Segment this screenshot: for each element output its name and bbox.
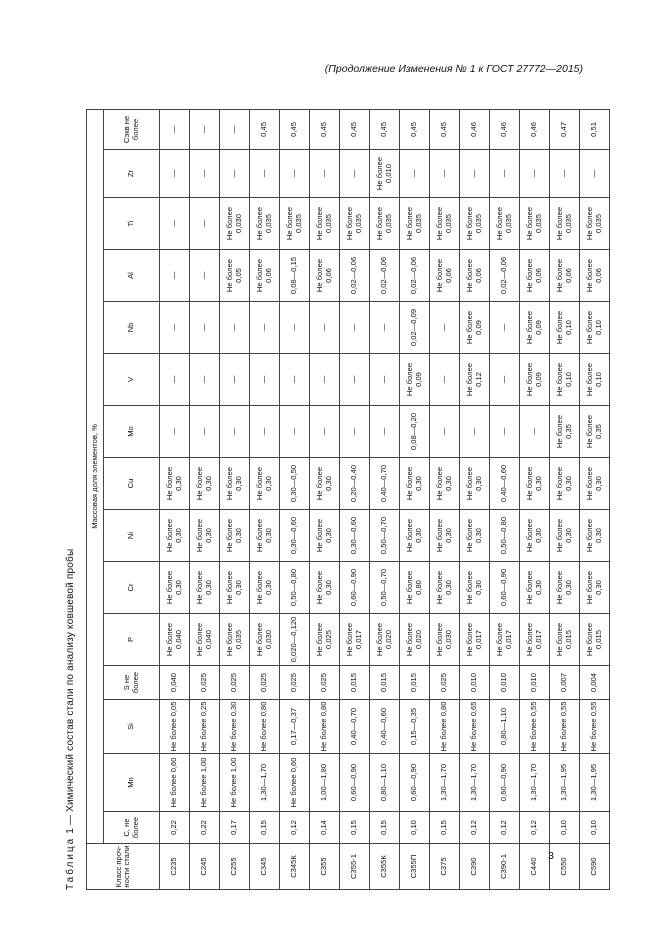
- table-cell: —: [310, 150, 340, 198]
- table-cell: —: [220, 302, 250, 354]
- table-row: [460, 109, 490, 889]
- table-cell: 0,10: [580, 812, 610, 844]
- table-cell: 1,30—1,70: [520, 754, 550, 812]
- table-row: [160, 109, 190, 889]
- class-header: Класс проч-ности стали: [87, 844, 160, 890]
- table-cell: 0,80—1,10: [370, 754, 400, 812]
- table-cell: —: [340, 302, 370, 354]
- table-cell: Не более 0,30: [580, 562, 610, 614]
- table-cell: —: [490, 302, 520, 354]
- table-cell: —: [310, 406, 340, 458]
- table-cell: Не более 0,06: [520, 250, 550, 302]
- table-row: [370, 109, 400, 889]
- steel-class-cell: С245: [190, 844, 220, 890]
- table-cell: —: [490, 354, 520, 406]
- table-cell: Не более 0,35: [550, 406, 580, 458]
- table-cell: 0,46: [490, 109, 520, 149]
- table-cell: 0,45: [430, 109, 460, 149]
- table-cell: Не более 0,30: [160, 510, 190, 562]
- table-cell: —: [310, 302, 340, 354]
- table-cell: Не более 0,10: [580, 302, 610, 354]
- table-cell: Не более 0,30: [190, 510, 220, 562]
- column-header: Cu: [104, 458, 160, 510]
- table-caption: [64, 110, 86, 890]
- table-cell: 1,30—1,70: [250, 754, 280, 812]
- steel-class-cell: С355К: [370, 844, 400, 890]
- table-cell: —: [250, 354, 280, 406]
- table-cell: Не более 0,017: [460, 614, 490, 666]
- table-row: [400, 109, 430, 889]
- table-cell: —: [190, 302, 220, 354]
- table-cell: Не более 0,06: [550, 250, 580, 302]
- table-cell: Не более 0,30: [580, 510, 610, 562]
- table-cell: 1,30—1,95: [580, 754, 610, 812]
- table-cell: —: [220, 354, 250, 406]
- table-cell: —: [340, 354, 370, 406]
- table-cell: 0,02—0,09: [400, 302, 430, 354]
- table-cell: —: [220, 406, 250, 458]
- table-cell: 0,15: [430, 812, 460, 844]
- table-cell: 0,30—0,60: [340, 510, 370, 562]
- table-cell: 0,40—0,70: [370, 458, 400, 510]
- table-cell: 0,007: [550, 666, 580, 700]
- rotated-table-block: [64, 110, 610, 890]
- table-cell: Не более 0,040: [190, 614, 220, 666]
- table-row: [340, 109, 370, 889]
- table-cell: 0,08—0,20: [400, 406, 430, 458]
- table-cell: 0,015: [370, 666, 400, 700]
- table-cell: 0,025: [310, 666, 340, 700]
- table-cell: Не более 0,030: [250, 614, 280, 666]
- table-cell: —: [430, 354, 460, 406]
- table-row: [280, 109, 310, 889]
- table-cell: Не более 0,60: [280, 754, 310, 812]
- table-cell: Не более 0,06: [460, 250, 490, 302]
- table-cell: —: [520, 406, 550, 458]
- column-header: V: [104, 354, 160, 406]
- table-cell: 0,45: [370, 109, 400, 149]
- table-cell: —: [160, 302, 190, 354]
- table-cell: 0,040: [160, 666, 190, 700]
- table-cell: 0,02—0,06: [400, 250, 430, 302]
- table-caption-label: Таблица: [65, 836, 76, 890]
- table-cell: Не более 0,10: [580, 354, 610, 406]
- table-cell: Не более 0,030: [220, 198, 250, 250]
- table-cell: Не более 0,30: [430, 458, 460, 510]
- table-cell: Не более 0,040: [160, 614, 190, 666]
- mass-fraction-header: Массовая доля элементов, %: [87, 109, 104, 843]
- table-cell: Не более 0,035: [370, 198, 400, 250]
- table-cell: Не более 0,035: [460, 198, 490, 250]
- table-cell: 0,60—0,90: [340, 562, 370, 614]
- table-cell: —: [190, 406, 220, 458]
- table-cell: Не более 0,017: [340, 614, 370, 666]
- column-header: Mn: [104, 754, 160, 812]
- table-cell: 0,08—0,15: [280, 250, 310, 302]
- table-cell: 0,45: [280, 109, 310, 149]
- steel-class-cell: С375: [430, 844, 460, 890]
- table-cell: 0,004: [580, 666, 610, 700]
- table-cell: Не более 0,017: [520, 614, 550, 666]
- table-cell: Не более 0,035: [580, 198, 610, 250]
- column-header: Сэкв не более: [104, 109, 160, 149]
- steel-class-cell: С355: [310, 844, 340, 890]
- table-cell: 0,14: [310, 812, 340, 844]
- table-cell: 0,30—0,50: [280, 458, 310, 510]
- table-cell: —: [460, 406, 490, 458]
- table-cell: Не более 0,80: [400, 562, 430, 614]
- table-cell: 0,15: [250, 812, 280, 844]
- table-cell: —: [370, 354, 400, 406]
- table-row: [520, 109, 550, 889]
- table-cell: —: [190, 198, 220, 250]
- table-cell: Не более 0,55: [580, 700, 610, 754]
- column-header: Si: [104, 700, 160, 754]
- table-cell: 0,50—0,80: [490, 510, 520, 562]
- column-header: Ni: [104, 510, 160, 562]
- table-cell: Не более 0,06: [430, 250, 460, 302]
- table-cell: Не более 0,30: [220, 700, 250, 754]
- table-cell: 0,02—0,06: [370, 250, 400, 302]
- table-cell: 0,15: [340, 812, 370, 844]
- table-row: [430, 109, 460, 889]
- table-cell: 0,015: [400, 666, 430, 700]
- table-cell: 0,025: [220, 666, 250, 700]
- table-cell: Не более 0,30: [520, 458, 550, 510]
- table-cell: Не более 0,035: [250, 198, 280, 250]
- table-cell: 0,22: [160, 812, 190, 844]
- table-cell: Не более 0,015: [550, 614, 580, 666]
- table-cell: 0,60—0,90: [490, 754, 520, 812]
- column-header: Mo: [104, 406, 160, 458]
- steel-class-cell: С255: [220, 844, 250, 890]
- table-cell: —: [430, 302, 460, 354]
- table-cell: Не более 0,035: [220, 614, 250, 666]
- column-header: Nb: [104, 302, 160, 354]
- table-cell: 0,12: [520, 812, 550, 844]
- table-cell: —: [190, 109, 220, 149]
- table-cell: 0,50—0,80: [280, 562, 310, 614]
- table-cell: 0,30—0,60: [280, 510, 310, 562]
- table-cell: 0,45: [340, 109, 370, 149]
- table-cell: Не более 0,05: [160, 700, 190, 754]
- table-cell: 0,010: [490, 666, 520, 700]
- table-cell: —: [280, 354, 310, 406]
- steel-class-cell: С235: [160, 844, 190, 890]
- table-cell: —: [160, 109, 190, 149]
- column-header: Cr: [104, 562, 160, 614]
- table-cell: 0,46: [520, 109, 550, 149]
- table-cell: Не более 0,12: [460, 354, 490, 406]
- table-cell: 1,00—1,80: [310, 754, 340, 812]
- table-cell: Не более 0,015: [580, 614, 610, 666]
- table-cell: Не более 0,035: [310, 198, 340, 250]
- table-caption-text: 1 — Химический состав стали по анализу ковшевой пробы: [65, 548, 76, 837]
- steel-class-cell: С355-1: [340, 844, 370, 890]
- table-cell: —: [340, 406, 370, 458]
- table-cell: —: [160, 354, 190, 406]
- table-cell: 0,025: [280, 666, 310, 700]
- chemical-composition-table: [86, 109, 610, 890]
- table-row: [550, 109, 580, 889]
- table-cell: 0,10: [550, 812, 580, 844]
- table-cell: Не более 0,30: [310, 458, 340, 510]
- table-cell: Не более 1,00: [190, 754, 220, 812]
- column-header: C, не более: [104, 812, 160, 844]
- table-cell: —: [490, 406, 520, 458]
- table-cell: —: [430, 150, 460, 198]
- table-cell: Не более 0,30: [160, 562, 190, 614]
- table-row: [220, 109, 250, 889]
- table-cell: 0,45: [310, 109, 340, 149]
- table-cell: Не более 0,30: [460, 562, 490, 614]
- table-cell: Не более 0,030: [430, 614, 460, 666]
- table-cell: —: [160, 150, 190, 198]
- table-cell: 1,30—1,70: [460, 754, 490, 812]
- table-cell: —: [250, 302, 280, 354]
- table-cell: 0,10: [400, 812, 430, 844]
- table-cell: Не более 0,55: [550, 700, 580, 754]
- table-row: [250, 109, 280, 889]
- table-cell: —: [190, 250, 220, 302]
- table-cell: —: [280, 150, 310, 198]
- table-cell: 0,45: [400, 109, 430, 149]
- table-cell: Не более 0,025: [310, 614, 340, 666]
- table-cell: Не более 0,020: [400, 614, 430, 666]
- table-cell: 0,60—0,90: [400, 754, 430, 812]
- table-cell: 0,02—0,06: [490, 250, 520, 302]
- table-cell: 0,12: [490, 812, 520, 844]
- table-cell: Не более 0,06: [310, 250, 340, 302]
- table-cell: Не более 0,30: [430, 562, 460, 614]
- table-cell: Не более 0,10: [550, 302, 580, 354]
- table-cell: 1,30—1,70: [430, 754, 460, 812]
- table-cell: Не более 0,55: [520, 700, 550, 754]
- column-header: Ti: [104, 198, 160, 250]
- table-cell: Не более 0,30: [220, 510, 250, 562]
- table-cell: 0,020—0,120: [280, 614, 310, 666]
- table-cell: 0,60—0,90: [340, 754, 370, 812]
- table-cell: 0,15: [370, 812, 400, 844]
- table-cell: 0,60—0,90: [490, 562, 520, 614]
- steel-class-cell: С440: [520, 844, 550, 890]
- table-cell: —: [160, 250, 190, 302]
- table-cell: Не более 0,035: [340, 198, 370, 250]
- table-cell: Не более 1,00: [220, 754, 250, 812]
- table-cell: Не более 0,09: [520, 302, 550, 354]
- table-cell: 0,40—0,60: [370, 700, 400, 754]
- steel-class-cell: С345: [250, 844, 280, 890]
- table-cell: 0,12: [460, 812, 490, 844]
- table-cell: —: [430, 406, 460, 458]
- table-cell: Не более 0,09: [400, 354, 430, 406]
- table-cell: 0,40—0,70: [340, 700, 370, 754]
- table-cell: —: [310, 354, 340, 406]
- table-cell: —: [340, 150, 370, 198]
- table-cell: —: [580, 150, 610, 198]
- table-cell: 0,45: [250, 109, 280, 149]
- table-cell: 0,15—0,35: [400, 700, 430, 754]
- table-cell: Не более 0,035: [430, 198, 460, 250]
- table-cell: Не более 0,035: [490, 198, 520, 250]
- table-cell: Не более 0,25: [190, 700, 220, 754]
- table-cell: 0,025: [430, 666, 460, 700]
- table-cell: Не более 0,30: [460, 458, 490, 510]
- table-cell: 0,22: [190, 812, 220, 844]
- table-cell: Не более 0,80: [250, 700, 280, 754]
- table-cell: 0,025: [190, 666, 220, 700]
- table-cell: Не более 0,30: [520, 510, 550, 562]
- table-cell: Не более 0,30: [430, 510, 460, 562]
- document-header: (Продолжение Изменения № 1 к ГОСТ 27772—2015): [324, 63, 583, 75]
- table-cell: 1,30—1,95: [550, 754, 580, 812]
- table-cell: Не более 0,05: [220, 250, 250, 302]
- table-cell: Не более 0,30: [550, 562, 580, 614]
- table-cell: 0,50—0,70: [370, 510, 400, 562]
- table-cell: Не более 0,035: [280, 198, 310, 250]
- column-header: P: [104, 614, 160, 666]
- table-row: [580, 109, 610, 889]
- table-cell: —: [160, 198, 190, 250]
- table-cell: Не более 0,10: [550, 354, 580, 406]
- table-cell: Не более 0,017: [490, 614, 520, 666]
- table-cell: Не более 0,06: [580, 250, 610, 302]
- table-cell: Не более 0,65: [460, 700, 490, 754]
- table-cell: Не более 0,30: [310, 510, 340, 562]
- table-row: [490, 109, 520, 889]
- table-cell: —: [400, 150, 430, 198]
- column-header-row: [104, 109, 160, 889]
- steel-class-cell: С590: [580, 844, 610, 890]
- column-header: Zr: [104, 150, 160, 198]
- table-cell: —: [190, 150, 220, 198]
- table-cell: Не более 0,30: [520, 562, 550, 614]
- table-cell: Не более 0,035: [520, 198, 550, 250]
- page-number: 3: [548, 850, 554, 862]
- table-cell: —: [370, 406, 400, 458]
- table-row: [190, 109, 220, 889]
- table-cell: —: [250, 406, 280, 458]
- table-cell: 0,17: [220, 812, 250, 844]
- table-cell: Не более 0,035: [550, 198, 580, 250]
- table-row: [310, 109, 340, 889]
- table-cell: 0,50—0,70: [370, 562, 400, 614]
- table-cell: Не более 0,30: [580, 458, 610, 510]
- table-cell: Не более 0,30: [310, 562, 340, 614]
- table-cell: 0,40—0,60: [490, 458, 520, 510]
- table-cell: Не более 0,30: [190, 458, 220, 510]
- steel-class-cell: С345К: [280, 844, 310, 890]
- column-header: Al: [104, 250, 160, 302]
- table-cell: Не более 0,30: [550, 510, 580, 562]
- table-cell: Не более 0,35: [580, 406, 610, 458]
- table-cell: 0,025: [250, 666, 280, 700]
- table-cell: Не более 0,010: [370, 150, 400, 198]
- table-cell: Не более 0,30: [220, 562, 250, 614]
- table-cell: Не более 0,09: [520, 354, 550, 406]
- table-cell: Не более 0,30: [190, 562, 220, 614]
- table-cell: Не более 0,035: [400, 198, 430, 250]
- table-cell: Не более 0,80: [310, 700, 340, 754]
- table-cell: Не более 0,30: [460, 510, 490, 562]
- table-cell: Не более 0,30: [250, 458, 280, 510]
- table-cell: —: [250, 150, 280, 198]
- table-body: [160, 109, 610, 889]
- table-cell: Не более 0,020: [370, 614, 400, 666]
- table-cell: 0,20—0,40: [340, 458, 370, 510]
- table-cell: Не более 0,80: [430, 700, 460, 754]
- table-cell: —: [370, 302, 400, 354]
- steel-class-cell: С550: [550, 844, 580, 890]
- table-cell: 0,010: [460, 666, 490, 700]
- table-cell: —: [550, 150, 580, 198]
- table-cell: Не более 0,06: [250, 250, 280, 302]
- table-cell: 0,17—0,37: [280, 700, 310, 754]
- table-cell: —: [160, 406, 190, 458]
- steel-class-cell: С390: [460, 844, 490, 890]
- table-cell: 0,51: [580, 109, 610, 149]
- table-cell: Не более 0,60: [160, 754, 190, 812]
- table-cell: 0,015: [340, 666, 370, 700]
- table-cell: Не более 0,30: [400, 510, 430, 562]
- table-cell: Не более 0,30: [160, 458, 190, 510]
- table-cell: Не более 0,30: [250, 562, 280, 614]
- table-cell: 0,010: [520, 666, 550, 700]
- table-cell: —: [280, 406, 310, 458]
- table-cell: —: [520, 150, 550, 198]
- table-cell: 0,46: [460, 109, 490, 149]
- table-cell: —: [220, 109, 250, 149]
- steel-class-cell: С355П: [400, 844, 430, 890]
- table-cell: 0,02—0,06: [340, 250, 370, 302]
- table-cell: Не более 0,30: [400, 458, 430, 510]
- column-header: S не более: [104, 666, 160, 700]
- table-cell: —: [220, 150, 250, 198]
- table-cell: 0,47: [550, 109, 580, 149]
- steel-class-cell: С390-1: [490, 844, 520, 890]
- table-cell: —: [280, 302, 310, 354]
- table-cell: —: [490, 150, 520, 198]
- table-cell: Не более 0,30: [550, 458, 580, 510]
- table-cell: 0,12: [280, 812, 310, 844]
- table-cell: —: [190, 354, 220, 406]
- table-cell: Не более 0,30: [220, 458, 250, 510]
- table-cell: Не более 0,30: [250, 510, 280, 562]
- table-cell: 0,80—1,10: [490, 700, 520, 754]
- table-cell: Не более 0,09: [460, 302, 490, 354]
- table-cell: —: [460, 150, 490, 198]
